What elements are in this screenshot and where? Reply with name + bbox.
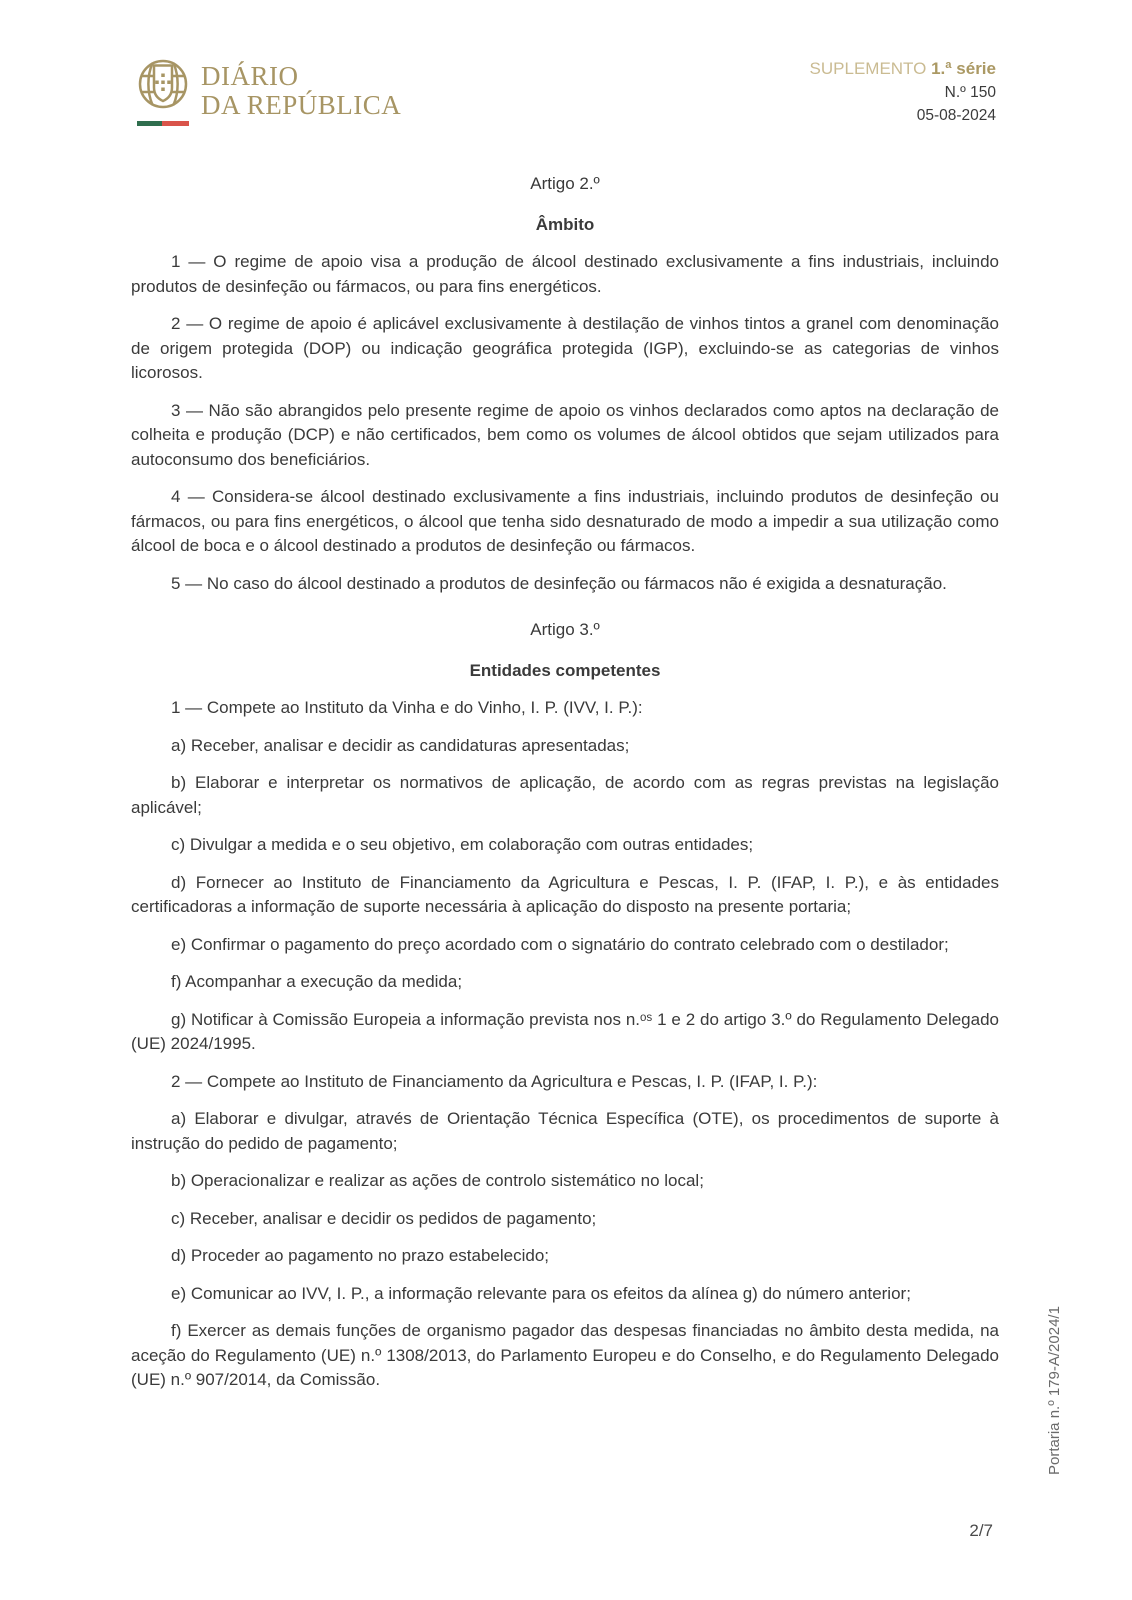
wordmark-line2: DA REPÚBLICA (201, 90, 402, 120)
document-paragraph: d) Proceder ao pagamento no prazo estabelecido; (171, 1246, 550, 1265)
dr-emblem (137, 58, 189, 126)
journal-wordmark (201, 62, 401, 120)
document-paragraph: d) Fornecer ao Instituto de Financiamento da Agricultura e Pescas, I. P. (IFAP, I. P.), e às entidades certificadoras a informação de suporte necessária à aplicação do disposto na presente portaria; (131, 872, 999, 916)
masthead (137, 58, 401, 126)
wordmark-line1: DIÁRIO (201, 61, 299, 91)
document-paragraph: 4 — Considera-se álcool destinado exclusivamente a fins industriais, incluindo produtos de desinfeção ou fármacos, ou para fins energéticos, o álcool que tenha sido desnaturado de modo a impedir a sua utilização como álcool de boca e o álcool destinado a produtos de desinfeção ou fármacos. (131, 487, 999, 555)
document-paragraph: f) Exercer as demais funções de organismo pagador das despesas financiadas no âmbito desta medida, na aceção do Regulamento (UE) n.º 1308/2013, do Parlamento Europeu e do Conselho, e do Regulamento Delegado (UE) n.º 907/2014, da Comissão. (131, 1321, 999, 1389)
document-paragraph: b) Operacionalizar e realizar as ações de controlo sistemático no local; (171, 1171, 704, 1190)
issue-date: 05-08-2024 (916, 107, 996, 124)
edition-info (810, 57, 996, 128)
flag-bar-red (162, 121, 189, 126)
article-title: Artigo 3.º (530, 620, 600, 639)
flag-bar (137, 121, 189, 126)
series-label: 1.ª série (931, 59, 996, 78)
document-paragraph: a) Receber, analisar e decidir as candidaturas apresentadas; (171, 735, 630, 755)
document-body (131, 172, 999, 1393)
document-paragraph: 2 — O regime de apoio é aplicável exclusivamente à destilação de vinhos tintos a granel com denominação de origem protegida (DOP) ou indicação geográfica protegida (IGP), excluindo-se as categorias de vinhos licorosos. (131, 314, 999, 382)
document-paragraph: 5 — No caso do álcool destinado a produtos de desinfeção ou fármacos não é exigida a desnaturação. (171, 573, 947, 593)
document-paragraph: 1 — O regime de apoio visa a produção de álcool destinado exclusivamente a fins industriais, incluindo produtos de desinfeção ou fármacos, ou para fins energéticos. (131, 252, 999, 296)
dr-armillary-shield-emblem-icon (137, 58, 189, 110)
document-paragraph: 3 — Não são abrangidos pelo presente regime de apoio os vinhos declarados como aptos na declaração de colheita e produção (DCP) e não certificados, bem como os volumes de álcool obtidos que sejam utilizados para autoconsumo dos beneficiários. (131, 400, 999, 469)
document-paragraph: e) Comunicar ao IVV, I. P., a informação relevante para os efeitos da alínea g) do número anterior; (171, 1283, 911, 1303)
page-indicator: 2/7 (969, 1521, 993, 1540)
article-subtitle: Entidades competentes (469, 660, 661, 680)
document-paragraph: b) Elaborar e interpretar os normativos de aplicação, de acordo com as regras previstas na legislação aplicável; (131, 773, 999, 817)
document-paragraph: e) Confirmar o pagamento do preço acordado com o signatário do contrato celebrado com o destilador; (171, 934, 949, 954)
supplement-label: SUPLEMENTO (809, 59, 927, 78)
issue-number: N.º 150 (944, 83, 996, 101)
side-reference-vertical: Portaria n.º 179-A/2024/1 (1046, 1306, 1063, 1475)
document-paragraph: 2 — Compete ao Instituto de Financiamento da Agricultura e Pescas, I. P. (IFAP, I. P.): (171, 1071, 818, 1091)
flag-bar-green (137, 121, 162, 126)
edition-series-line (810, 57, 996, 81)
document-paragraph: g) Notificar à Comissão Europeia a informação prevista nos n.ᵒˢ 1 e 2 do artigo 3.º do Regulamento Delegado (UE) 2024/1995. (131, 1009, 999, 1053)
document-paragraph: 1 — Compete ao Instituto da Vinha e do Vinho, I. P. (IVV, I. P.): (171, 698, 643, 717)
article-subtitle: Âmbito (535, 214, 595, 234)
document-paragraph: f) Acompanhar a execução da medida; (171, 972, 463, 991)
article-title: Artigo 2.º (530, 174, 600, 193)
document-paragraph: c) Receber, analisar e decidir os pedidos de pagamento; (171, 1208, 597, 1228)
document-paragraph: a) Elaborar e divulgar, através de Orientação Técnica Específica (OTE), os procedimentos de suporte à instrução do pedido de pagamento; (131, 1109, 999, 1153)
document-paragraph: c) Divulgar a medida e o seu objetivo, em colaboração com outras entidades; (171, 835, 754, 854)
